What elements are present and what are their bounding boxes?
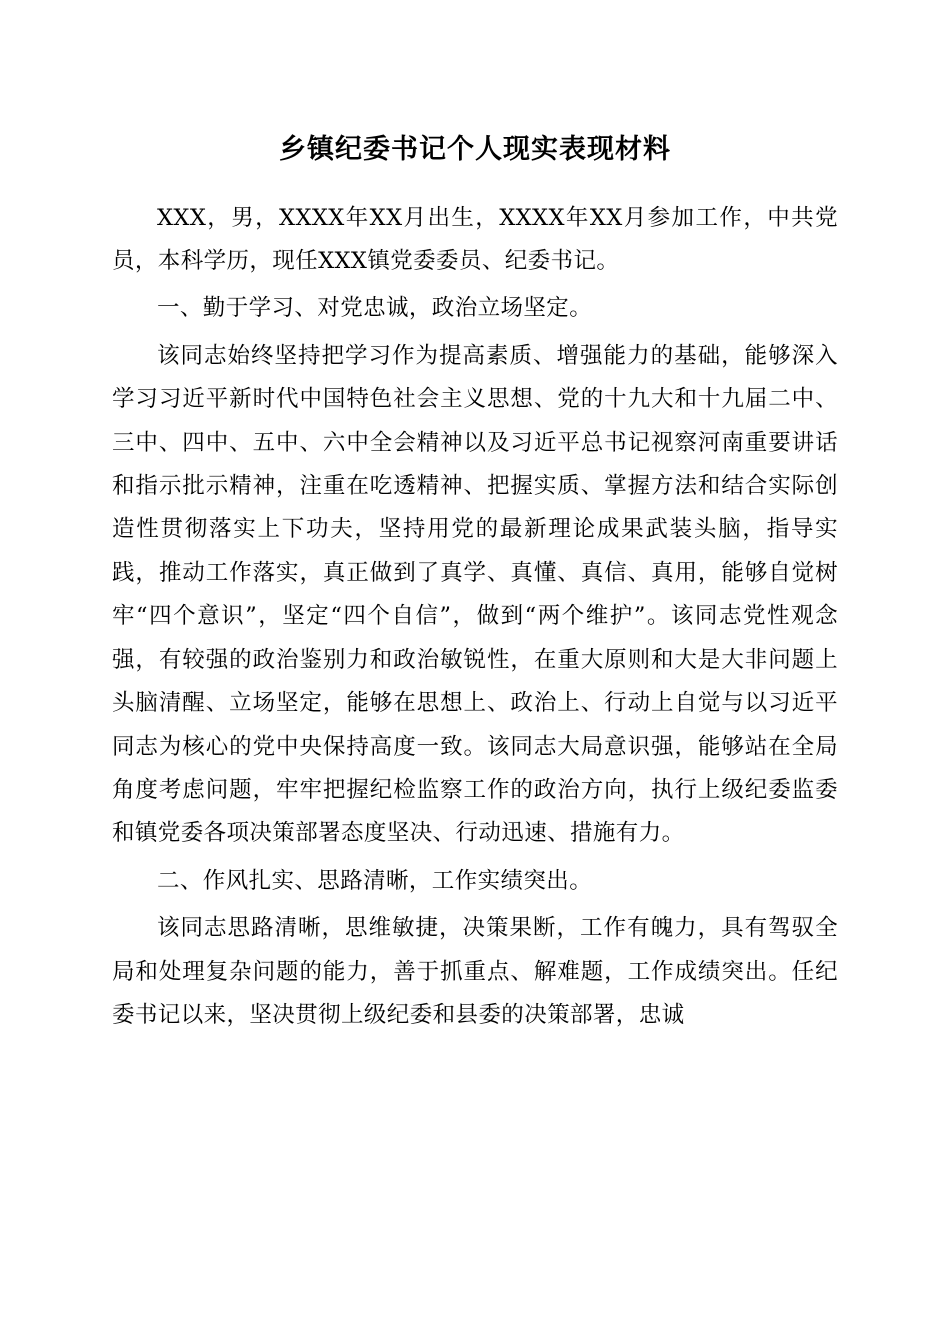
paragraph-section-one-heading: 一、勤于学习、对党忠诚，政治立场坚定。 bbox=[157, 295, 593, 322]
paragraph-section-two-body: 该同志思路清晰，思维敏捷，决策果断，工作有魄力，具有驾驭全局和处理复杂问题的能力，善于抓重点、解难题，工作成绩突出。任纪委书记以来，坚决贯彻上级纪委和县委的决策部署，忠诚 bbox=[112, 915, 838, 1029]
paragraph-section-one-body: 该同志始终坚持把学习作为提高素质、增强能力的基础，能够深入学习习近平新时代中国特色社会主义思想、党的十九大和十九届二中、三中、四中、五中、六中全会精神以及习近平总书记视察河南重要讲话和指示批示精神，注重在吃透精神、把握实质、掌握方法和结合实际创造性贯彻落实上下功夫，坚持用党的最新理论成果武装头脑，指导实践，推动工作落实，真正做到了真学、真懂、真信、真用，能够自觉树牢“四个意识”，坚定“四个自信”，做到“两个维护”。该同志党性观念强，有较强的政治鉴别力和政治敏锐性，在重大原则和大是大非问题上头脑清醒、立场坚定，能够在思想上、政治上、行动上自觉与以习近平同志为核心的党中央保持高度一致。该同志大局意识强，能够站在全局角度考虑问题，牢牢把握纪检监察工作的政治方向，执行上级纪委监委和镇党委各项决策部署态度坚决、行动迅速、措施有力。 bbox=[112, 342, 838, 847]
page-title: 乡镇纪委书记个人现实表现材料 bbox=[279, 134, 671, 165]
paragraph-section-two-heading: 二、作风扎实、思路清晰，工作实绩突出。 bbox=[157, 867, 593, 894]
paragraph-basic-info: XXX，男，XXXX年XX月出生，XXXX年XX月参加工作，中共党员，本科学历，现任XXX镇党委委员、纪委书记。 bbox=[112, 204, 838, 274]
